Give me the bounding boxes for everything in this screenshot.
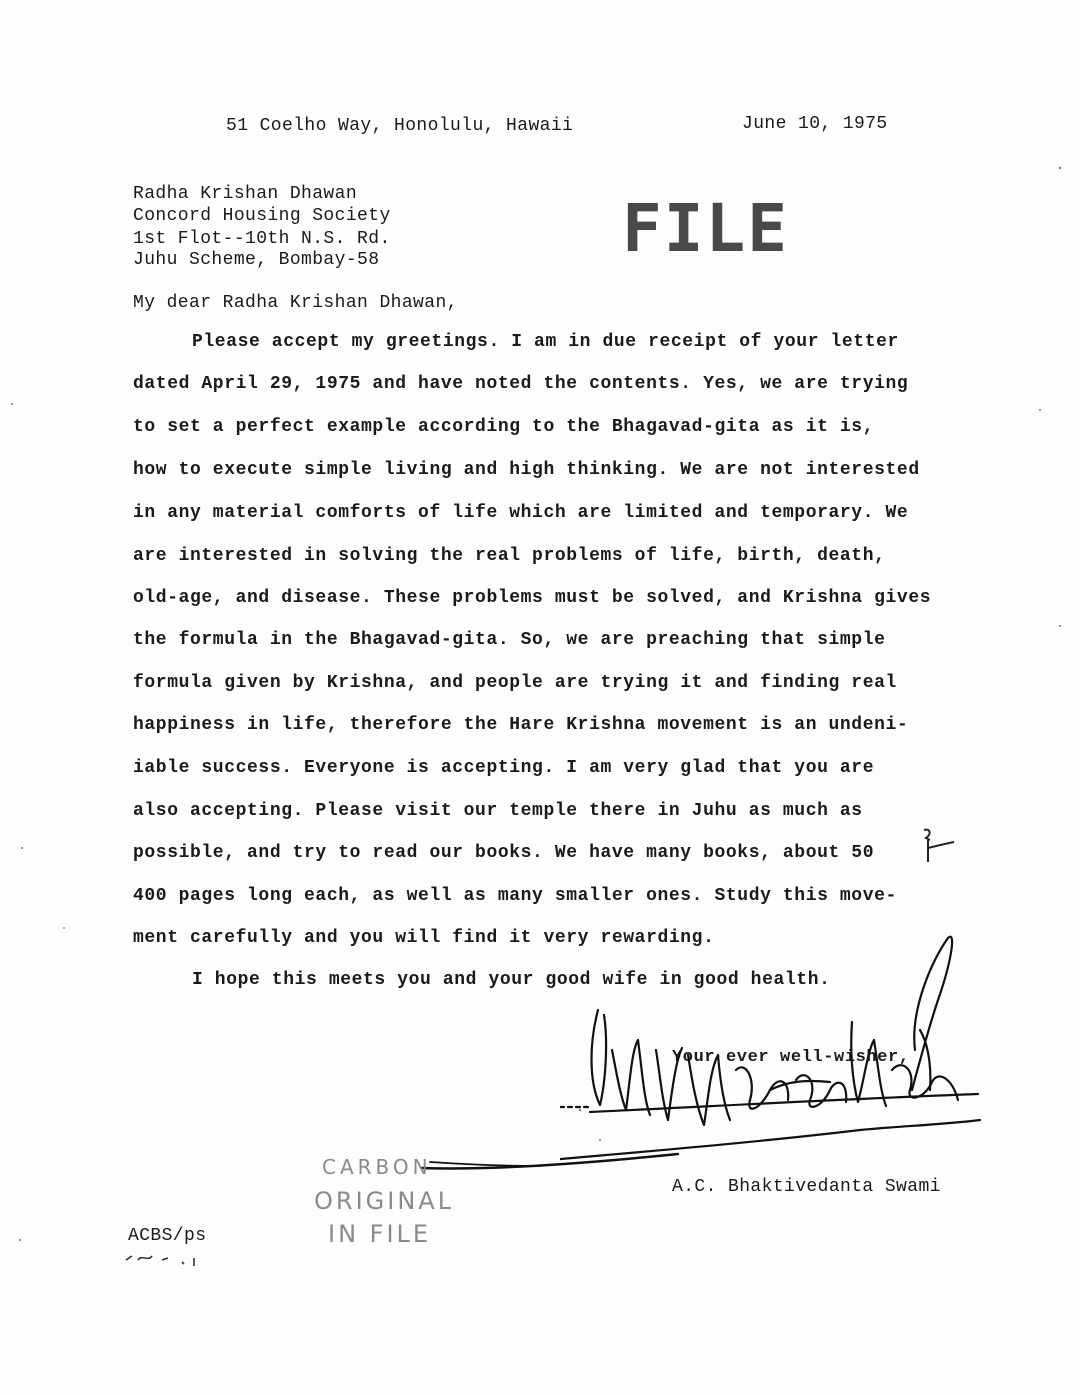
body-line: ment carefully and you will find it very rewarding. bbox=[133, 928, 715, 948]
reference-initials: ACBS/ps bbox=[128, 1226, 207, 1246]
body-line: possible, and try to read our books. We have many books, about 50 bbox=[133, 843, 875, 863]
recipient-name: Radha Krishan Dhawan bbox=[133, 184, 358, 204]
carbon-stamp-line-1: CARBON bbox=[322, 1155, 432, 1179]
file-stamp: FILE bbox=[622, 190, 789, 267]
body-line: Please accept my greetings. I am in due receipt of your letter bbox=[192, 332, 899, 352]
body-line: how to execute simple living and high thinking. We are not interested bbox=[133, 460, 920, 480]
letter-date: June 10, 1975 bbox=[742, 114, 888, 134]
salutation: My dear Radha Krishan Dhawan, bbox=[133, 293, 458, 313]
body-line: happiness in life, therefore the Hare Krishna movement is an undeni- bbox=[133, 715, 909, 735]
body-line: 400 pages long each, as well as many smaller ones. Study this move- bbox=[133, 886, 897, 906]
body-line: dated April 29, 1975 and have noted the contents. Yes, we are trying bbox=[133, 374, 909, 394]
body-line: formula given by Krishna, and people are trying it and finding real bbox=[133, 673, 897, 693]
body-line: are interested in solving the real problems of life, birth, death, bbox=[133, 546, 886, 566]
recipient-line-2: Concord Housing Society bbox=[133, 206, 391, 226]
carbon-stamp-line-2: ORIGINAL bbox=[314, 1187, 455, 1215]
recipient-line-3: 1st Flot--10th N.S. Rd. bbox=[133, 229, 391, 249]
body-line: in any material comforts of life which are limited and temporary. We bbox=[133, 503, 909, 523]
body-line: to set a perfect example according to the Bhagavad-gita as it is, bbox=[133, 417, 875, 437]
sender-address: 51 Coelho Way, Honolulu, Hawaii bbox=[226, 116, 574, 136]
body-line: the formula in the Bhagavad-gita. So, we are preaching that simple bbox=[133, 630, 886, 650]
body-line: old-age, and disease. These problems must be solved, and Krishna gives bbox=[133, 588, 932, 608]
signer-name: A.C. Bhaktivedanta Swami bbox=[672, 1177, 941, 1197]
body-line: iable success. Everyone is accepting. I am very glad that you are bbox=[133, 758, 875, 778]
body-line: I hope this meets you and your good wife in good health. bbox=[192, 970, 831, 990]
carbon-stamp-line-3: IN FILE bbox=[328, 1220, 432, 1248]
closing: Your ever well-wisher, bbox=[672, 1048, 910, 1067]
body-line: also accepting. Please visit our temple there in Juhu as much as bbox=[133, 801, 863, 821]
recipient-line-4: Juhu Scheme, Bombay-58 bbox=[133, 250, 380, 270]
